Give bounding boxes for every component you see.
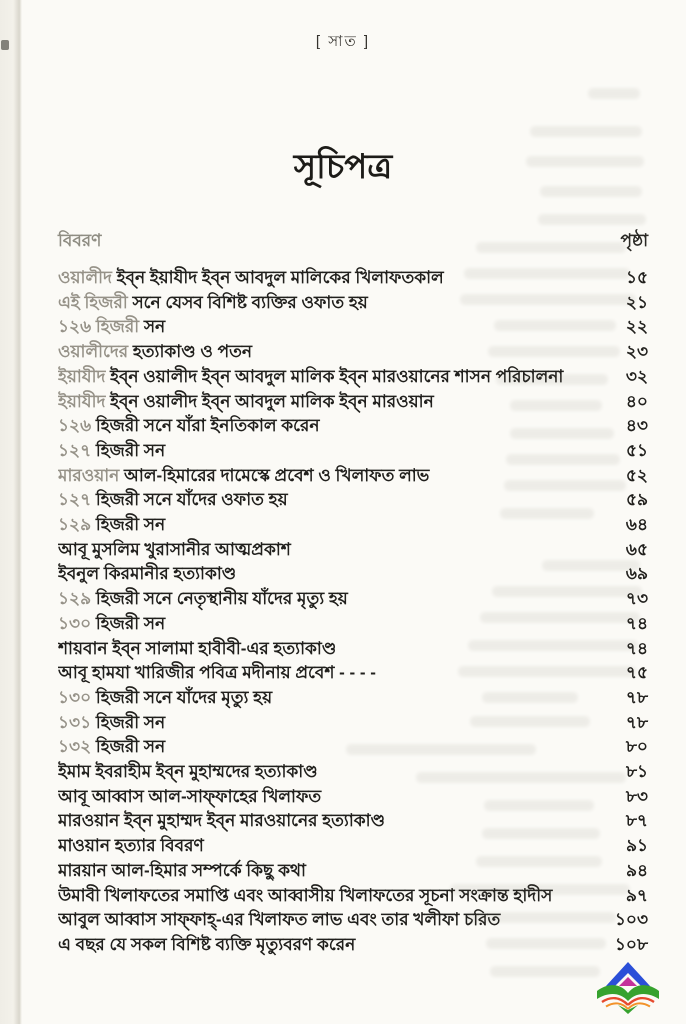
toc-entry-text: হিজরী সন [91, 712, 166, 732]
toc-row [58, 390, 648, 415]
toc-row [58, 340, 648, 365]
toc-entry-page-number: ৮১ [625, 762, 648, 782]
toc-entry-text: মারওয়ান ইব্‌ন মুহাম্মদ ইব্‌ন মারওয়ানের হত্যাকাণ্ড [58, 811, 385, 831]
toc-row [58, 562, 648, 587]
toc-column-headers [58, 228, 648, 256]
toc-entry-text: মাওয়ান হত্যার বিবরণ [58, 836, 204, 856]
toc-row [58, 933, 648, 958]
toc-row [58, 809, 648, 834]
toc-entry-label [58, 760, 596, 785]
toc-entry-faded-prefix: ১৩০ [58, 613, 92, 633]
toc-entry-text: এ বছর যে সকল বিশিষ্ট ব্যক্তি মৃত্যুবরণ করেন [58, 934, 356, 954]
toc-entry-text: আবূ হামযা খারিজীর পবিত্র মদীনায় প্রবেশ - - - - [58, 663, 376, 683]
toc-entry-label [58, 711, 596, 736]
toc-entry-text: হত্যাকাণ্ড ও পতন [128, 342, 253, 362]
page-title: সূচিপত্র [293, 148, 393, 186]
column-header-description: বিবরণ [58, 231, 102, 250]
toc-entry-faded-prefix: ১২৬ হিজরী [58, 317, 140, 337]
toc-entry-label [58, 365, 596, 390]
toc-list [58, 266, 648, 958]
toc-entry-text: আবূ মুসলিম খুরাসানীর আত্মপ্রকাশ [58, 539, 291, 559]
toc-entry-page-number: ২৩ [625, 342, 648, 362]
toc-row [58, 587, 648, 612]
toc-entry-label [58, 908, 596, 933]
toc-entry-page-number: ৫১ [625, 440, 648, 460]
toc-entry-page-number: ৭৮ [625, 712, 648, 732]
folio-label: [ সাত ] [315, 33, 371, 50]
toc-entry-text: সন [139, 317, 166, 337]
toc-entry-label [58, 859, 596, 884]
toc-entry-page-number: ৭৮ [625, 687, 648, 707]
toc-row [58, 488, 648, 513]
toc-entry-text: সনে যেসব বিশিষ্ট ব্যক্তির ওফাত হয় [127, 292, 368, 312]
toc-row [58, 686, 648, 711]
toc-row [58, 538, 648, 563]
column-header-page: পৃষ্ঠা [620, 231, 648, 250]
toc-entry-label [58, 464, 596, 489]
bleed-through-line [588, 88, 640, 99]
toc-entry-text: আবুল আব্বাস সাফ্‌ফাহ্‌-এর খিলাফত লাভ এবং তার খলীফা চরিত [58, 910, 501, 930]
toc-entry-text: হিজরী সনে নেতৃস্থানীয় যাঁদের মৃত্যু হয় [91, 589, 348, 609]
toc-entry-text: উমাবী খিলাফতের সমাপ্তি এবং আব্বাসীয় খিলাফতের সূচনা সংক্রান্ত হাদীস [58, 885, 553, 905]
toc-entry-page-number: ৬৪ [625, 515, 648, 535]
toc-entry-page-number: ৫২ [625, 465, 648, 485]
toc-entry-label [58, 933, 596, 958]
toc-entry-page-number: ৯১ [625, 836, 648, 856]
toc-entry-label [58, 884, 596, 909]
toc-entry-text: হিজরী সন [91, 613, 166, 633]
bleed-through-line [538, 214, 646, 225]
toc-entry-faded-prefix: ১৩১ [58, 712, 92, 732]
toc-row [58, 612, 648, 637]
toc-entry-page-number: ১৫ [625, 268, 648, 287]
toc-entry-page-number: ৬৫ [625, 539, 648, 559]
toc-entry-label [58, 340, 596, 365]
toc-entry-page-number: ৩২ [625, 366, 648, 386]
toc-entry-text: ইমাম ইবরাহীম ইব্‌ন মুহাম্মদের হত্যাকাণ্ড [58, 762, 318, 782]
toc-entry-label [58, 562, 596, 587]
toc-entry-label [58, 266, 596, 291]
toc-entry-faded-prefix: এই হিজরী [58, 292, 128, 312]
toc-entry-faded-prefix: ১৩০ [58, 687, 92, 707]
toc-entry-label [58, 315, 596, 340]
open-book-arrow-logo [596, 960, 660, 1018]
toc-row [58, 760, 648, 785]
toc-row [58, 637, 648, 662]
toc-row [58, 513, 648, 538]
toc-entry-page-number: ৬৯ [625, 564, 648, 584]
toc-entry-text: হিজরী সনে যাঁদের মৃত্যু হয় [91, 687, 273, 707]
toc-entry-text: ইব্‌ন ওয়ালীদ ইব্‌ন আবদুল মালিক ইব্‌ন মারওয়ান [105, 391, 434, 411]
toc-entry-text: হিজরী সনে যাঁরা ইনতিকাল করেন [91, 416, 320, 436]
toc-entry-label [58, 587, 596, 612]
toc-row [58, 859, 648, 884]
toc-entry-faded-prefix: ১২৭ [58, 440, 92, 460]
toc-entry-label [58, 661, 596, 686]
toc-entry-text: হিজরী সন [91, 737, 166, 757]
toc-entry-faded-prefix: মারওয়ান [58, 465, 120, 485]
toc-entry-page-number: ২১ [625, 292, 648, 312]
toc-entry-label [58, 488, 596, 513]
toc-row [58, 464, 648, 489]
toc-entry-label [58, 439, 596, 464]
toc-entry-faded-prefix: ১২৯ [58, 515, 92, 535]
toc-entry-page-number: ৯৪ [625, 860, 648, 880]
toc-entry-faded-prefix: ইয়াযীদ [58, 391, 106, 411]
toc-row [58, 291, 648, 316]
toc-row [58, 414, 648, 439]
toc-entry-label [58, 637, 596, 662]
toc-entry-page-number: ৭৩ [625, 589, 648, 609]
toc-row [58, 365, 648, 390]
toc-entry-faded-prefix: ১৩২ [58, 737, 92, 757]
toc-entry-text: শায়বান ইব্‌ন সালামা হাবীবী-এর হত্যাকাণ্ড [58, 638, 337, 658]
toc-row [58, 735, 648, 760]
toc-entry-page-number: ১০৩ [614, 910, 648, 930]
toc-entry-label [58, 513, 596, 538]
toc-entry-page-number: ৮০ [625, 737, 648, 757]
toc-entry-text: ইব্‌ন ইয়াযীদ ইব্‌ন আবদুল মালিকের খিলাফতকাল [111, 268, 444, 287]
toc-entry-label [58, 414, 596, 439]
toc-entry-page-number: ৭৪ [625, 638, 648, 658]
toc-entry-page-number: ২২ [625, 317, 648, 337]
toc-row [58, 661, 648, 686]
toc-entry-text: হিজরী সন [91, 440, 166, 460]
toc-entry-page-number: ৮৭ [625, 811, 648, 831]
bleed-through-line [530, 126, 642, 137]
toc-row [58, 439, 648, 464]
toc-entry-label [58, 834, 596, 859]
toc-entry-page-number: ৭৪ [625, 613, 648, 633]
toc-row [58, 266, 648, 291]
toc-entry-faded-prefix: ১২৭ [58, 490, 92, 510]
toc-row [58, 884, 648, 909]
toc-entry-page-number: ৮৩ [625, 786, 648, 806]
toc-entry-page-number: ৫৯ [625, 490, 648, 510]
toc-row [58, 908, 648, 933]
toc-entry-label [58, 291, 596, 316]
toc-entry-text: ইব্‌ন ওয়ালীদ ইব্‌ন আবদুল মালিক ইব্‌ন মারওয়ানের শাসন পরিচালনা [105, 366, 564, 386]
toc-row [58, 315, 648, 340]
toc-entry-text: আল-হিমারের দামেস্কে প্রবেশ ও খিলাফত লাভ [119, 465, 430, 485]
toc-entry-page-number: ৯৭ [625, 885, 648, 905]
toc-entry-faded-prefix: ১২৬ [58, 416, 92, 436]
toc-entry-text: ইবনুল কিরমানীর হত্যাকাণ্ড [58, 564, 237, 584]
toc-row [58, 785, 648, 810]
toc-entry-label [58, 612, 596, 637]
toc-entry-text: মারয়ান আল-হিমার সম্পর্কে কিছু কথা [58, 860, 306, 880]
toc-entry-faded-prefix: ওয়ালীদ [58, 268, 112, 287]
toc-entry-label [58, 390, 596, 415]
toc-entry-page-number: ৪০ [625, 391, 648, 411]
toc-entry-text: হিজরী সনে যাঁদের ওফাত হয় [91, 490, 288, 510]
toc-entry-faded-prefix: ইয়াযীদ [58, 366, 106, 386]
toc-row [58, 834, 648, 859]
toc-entry-faded-prefix: ১২৯ [58, 589, 92, 609]
toc-row [58, 711, 648, 736]
toc-entry-page-number: ৪৩ [625, 416, 648, 436]
toc-entry-label [58, 785, 596, 810]
toc-entry-page-number: ৭৫ [625, 663, 648, 683]
bleed-through-line [490, 966, 600, 977]
toc-entry-text: আবূ আব্বাস আল-সাফ্‌ফাহের খিলাফত [58, 786, 322, 806]
toc-entry-label [58, 735, 596, 760]
toc-entry-label [58, 686, 596, 711]
toc-entry-page-number: ১০৮ [614, 934, 648, 954]
toc-entry-label [58, 538, 596, 563]
toc-entry-label [58, 809, 596, 834]
toc-entry-text: হিজরী সন [91, 515, 166, 535]
toc-entry-faded-prefix: ওয়ালীদের [58, 342, 129, 362]
